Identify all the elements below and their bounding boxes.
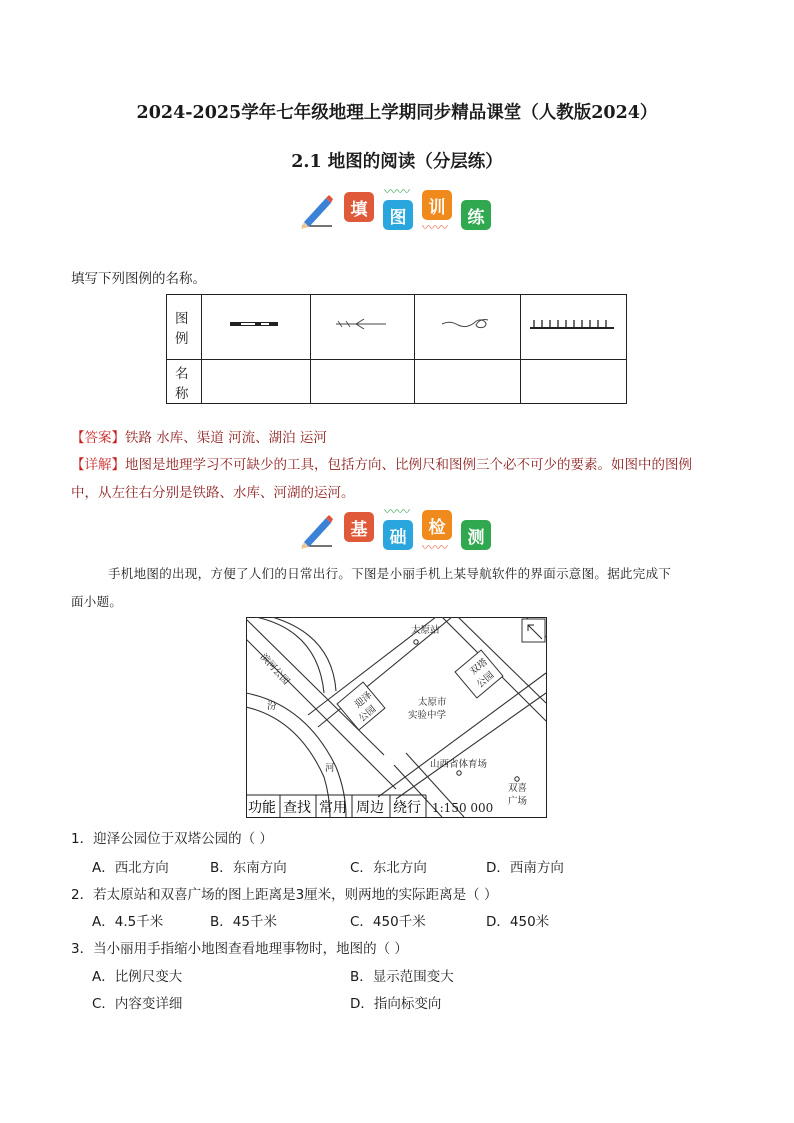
canal-symbol: [521, 295, 627, 360]
section-banner-basic-test: [296, 505, 506, 556]
badge-tu: 图: [383, 200, 413, 230]
map-scale-label: 1:150 000: [432, 801, 494, 815]
question-2-stem: 2．若太原站和双喜广场的图上距离是3厘米，则两地的实际距离是（ ）: [71, 887, 498, 903]
map-label-school-1: 太原市: [418, 697, 447, 708]
map-label-square-1: 双喜: [508, 783, 528, 794]
question-1-option-b[interactable]: B．东南方向: [210, 860, 287, 876]
question-1-option-c[interactable]: C．东北方向: [350, 860, 427, 876]
question-3-stem: 3．当小丽用手指缩小地图查看地理事物时，地图的（ ）: [71, 941, 408, 957]
intro-line-1: 手机地图的出现，方便了人们的日常出行。下图是小丽手机上某导航软件的界面示意图。据此完成下: [108, 566, 672, 581]
toolbar-function-button[interactable]: 功能: [248, 800, 276, 816]
row-header-legend: 图例: [167, 295, 202, 360]
map-label-shuangta-park-1: 双塔: [468, 656, 490, 678]
badge-chu: 础: [383, 520, 413, 550]
detail-text-1: 地图是地理学习不可缺少的工具，包括方向、比例尺和图例三个必不可少的要素。如图中的图例: [125, 457, 692, 473]
map-label-river-1: 汾: [267, 701, 277, 712]
question-1-option-d[interactable]: D．西南方向: [486, 860, 564, 876]
detail-label: 【详解】: [71, 457, 125, 473]
badge-jian: 检: [422, 510, 452, 540]
badge-lian: 练: [461, 200, 491, 230]
badge-tian: 填: [344, 192, 374, 222]
intro-line-2: 面小题。: [71, 594, 123, 609]
question-3-option-c[interactable]: C．内容变详细: [92, 996, 183, 1012]
question-3-option-d[interactable]: D．指向标变向: [350, 996, 442, 1012]
map-label-shuangta-park-2: 公园: [474, 669, 497, 691]
question-1-option-a[interactable]: A．西北方向: [92, 860, 169, 876]
question-2-option-a[interactable]: A．4.5千米: [92, 914, 164, 930]
question-2-option-b[interactable]: B．45千米: [210, 914, 277, 930]
navigation-map: [246, 617, 547, 818]
toolbar-detour-button[interactable]: 绕行: [393, 800, 421, 816]
question-1-stem: 1．迎泽公园位于双塔公园的（ ）: [71, 831, 273, 847]
page-title: 2024-2025学年七年级地理上学期同步精品课堂（人教版2024）: [136, 103, 658, 123]
squiggle-decoration: 〰〰: [384, 185, 411, 200]
name-cell[interactable]: [202, 360, 311, 404]
map-label-yingze-park-2: 公园: [356, 703, 379, 725]
section-banner-fill-map: [296, 185, 506, 236]
question-3-option-a[interactable]: A．比例尺变大: [92, 969, 183, 985]
railway-symbol: [202, 295, 311, 360]
map-label-square-2: 广场: [508, 796, 528, 807]
answer-text: 铁路 水库、渠道 河流、湖泊 运河: [125, 430, 327, 446]
question-3-option-b[interactable]: B．显示范围变大: [350, 969, 454, 985]
name-cell[interactable]: [415, 360, 521, 404]
toolbar-common-button[interactable]: 常用: [319, 800, 347, 816]
badge-ji: 基: [344, 512, 374, 542]
toolbar-nearby-button[interactable]: 周边: [356, 800, 384, 816]
reservoir-canal-symbol: [311, 295, 415, 360]
squiggle-decoration: 〰〰: [422, 221, 449, 236]
exercise-prompt: 填写下列图例的名称。: [71, 271, 206, 287]
question-2-option-c[interactable]: C．450千米: [350, 914, 426, 930]
map-label-river-2: 河: [325, 763, 335, 774]
pencil-icon: [296, 512, 336, 550]
question-2-option-d[interactable]: D．450米: [486, 914, 550, 930]
answer-label: 【答案】: [71, 430, 125, 446]
detail-line-1: [71, 453, 731, 473]
map-label-stadium: 山西省体育场: [430, 759, 488, 770]
badge-xun: 训: [422, 190, 452, 220]
section-subtitle: 2.1 地图的阅读（分层练）: [291, 152, 503, 172]
map-label-taiyuan-station: 太原站: [411, 625, 440, 636]
name-cell[interactable]: [311, 360, 415, 404]
detail-line-2: 中，从左往右分别是铁路、水库、河湖的运河。: [71, 485, 355, 501]
toolbar-search-button[interactable]: 查找: [283, 800, 311, 816]
name-cell[interactable]: [521, 360, 627, 404]
pencil-icon: [296, 192, 336, 230]
map-label-yingze-park-1: 迎泽: [352, 689, 375, 711]
row-header-name: 名称: [167, 360, 202, 404]
map-label-school-2: 实验中学: [408, 710, 447, 721]
badge-ce: 测: [461, 520, 491, 550]
river-lake-symbol: [415, 295, 521, 360]
answer-line: [71, 426, 327, 446]
map-label-park-top-left: 滨河公园: [257, 651, 292, 688]
squiggle-decoration: 〰〰: [422, 541, 449, 556]
legend-table: [166, 294, 627, 404]
squiggle-decoration: 〰〰: [384, 505, 411, 520]
